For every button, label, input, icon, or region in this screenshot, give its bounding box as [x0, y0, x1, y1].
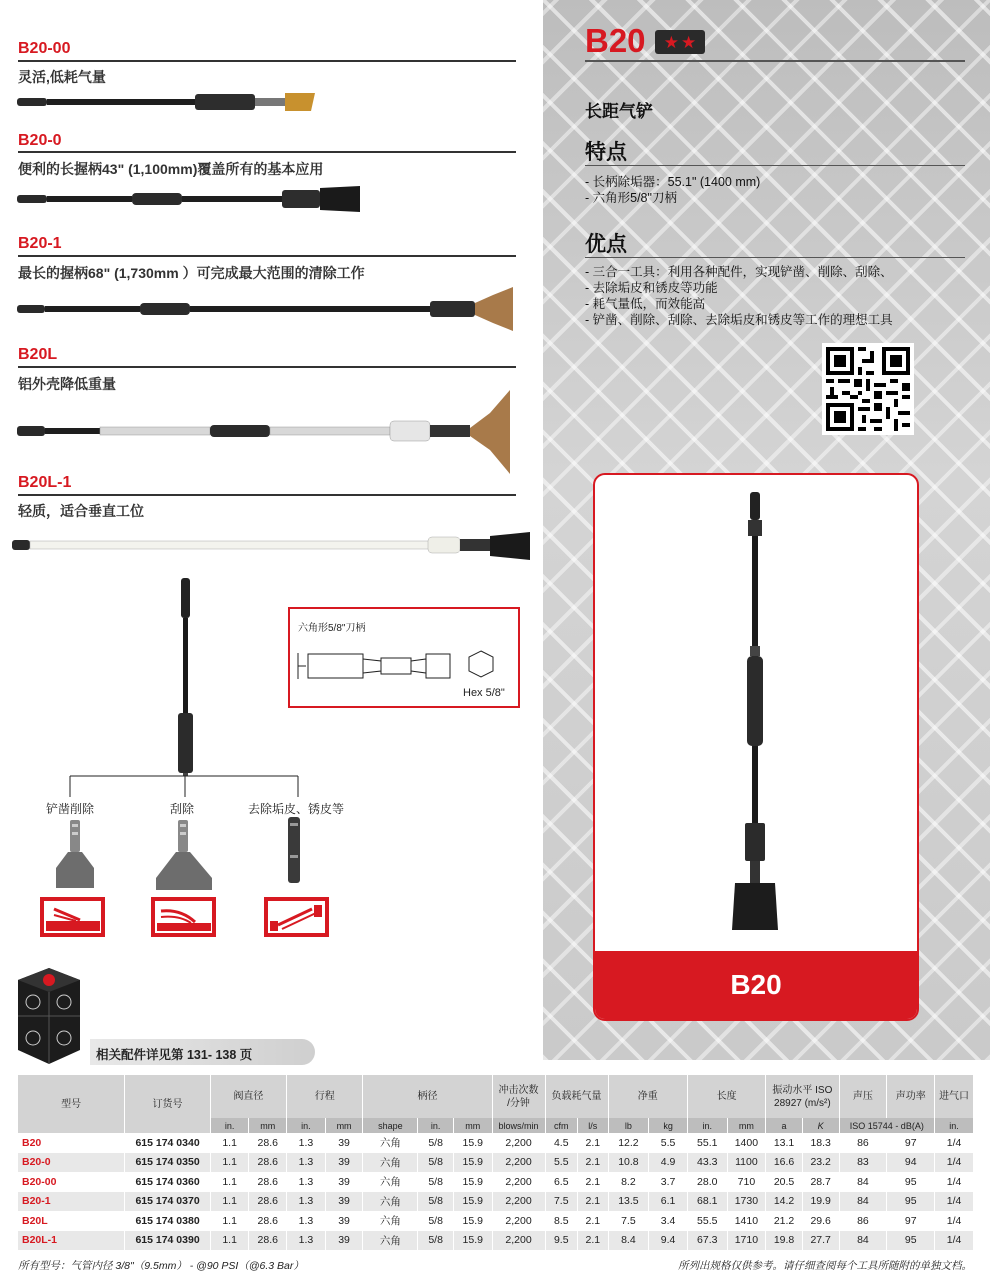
advantage-item: - 去除垢皮和锈皮等功能 [585, 281, 718, 295]
spec-cell: 5/8 [418, 1133, 454, 1153]
col-sound-power: 声功率 [887, 1075, 935, 1118]
unit-cell: cfm [545, 1118, 578, 1133]
table-row [18, 1172, 974, 1192]
spec-cell: 1410 [727, 1211, 766, 1231]
spec-cell: 六角 [363, 1133, 418, 1153]
star-icon: ★ [681, 32, 697, 52]
b20-00-tool-image [15, 88, 325, 116]
star-icon: ★ [663, 32, 679, 52]
spec-cell: 67.3 [687, 1231, 727, 1251]
spec-cell: 39 [325, 1153, 363, 1173]
order-number-cell: 615 174 0360 [125, 1172, 210, 1192]
spec-cell: 8.5 [545, 1211, 578, 1231]
spec-cell: 六角 [363, 1192, 418, 1212]
title-divider [585, 60, 965, 62]
spec-cell: 95 [887, 1172, 935, 1192]
order-number-cell: 615 174 0370 [125, 1192, 210, 1212]
featured-product-card [593, 473, 919, 1021]
spec-cell: 28.0 [687, 1172, 727, 1192]
spec-cell: 2,200 [492, 1133, 545, 1153]
spec-cell: 15.9 [453, 1192, 492, 1212]
advantage-item: - 铲凿、削除、刮除、去除垢皮和锈皮等工作的理想工具 [585, 313, 893, 327]
order-number-cell: 615 174 0390 [125, 1231, 210, 1251]
product-name: B20-0 [18, 132, 62, 149]
descaler-accessory [282, 815, 306, 887]
accessory-label: 去除垢皮、锈皮等 [248, 802, 345, 816]
spec-cell: 2.1 [578, 1172, 609, 1192]
spec-cell: 84 [839, 1172, 887, 1192]
unit-cell: kg [649, 1118, 688, 1133]
spec-cell: 1.3 [287, 1231, 326, 1251]
spec-cell: 43.3 [687, 1153, 727, 1173]
spec-cell: 2,200 [492, 1172, 545, 1192]
col-blows: 冲击次数 /分钟 [492, 1075, 545, 1118]
feature-item: - 六角形5/8"刀柄 [585, 191, 677, 205]
spec-cell: 15.9 [453, 1153, 492, 1173]
spec-cell: 55.1 [687, 1133, 727, 1153]
spec-cell: 2.1 [578, 1211, 609, 1231]
spec-cell: 14.2 [766, 1192, 803, 1212]
col-inlet: 进气口 [935, 1075, 974, 1118]
advantages-heading: 优点 [585, 233, 627, 256]
spec-cell: 7.5 [545, 1192, 578, 1212]
spec-cell: 39 [325, 1172, 363, 1192]
unit-cell: shape [363, 1118, 418, 1133]
spec-cell: 28.6 [249, 1211, 287, 1231]
product-divider [18, 366, 516, 368]
spec-cell: 15.9 [453, 1211, 492, 1231]
unit-cell: in. [935, 1118, 974, 1133]
spec-cell: 1100 [727, 1153, 766, 1173]
unit-cell: in. [418, 1118, 454, 1133]
spec-cell: 1.3 [287, 1153, 326, 1173]
spec-cell: 3.4 [649, 1211, 688, 1231]
features-divider [585, 165, 965, 166]
spec-cell: 15.9 [453, 1133, 492, 1153]
spec-cell: 六角 [363, 1231, 418, 1251]
unit-cell: in. [287, 1118, 326, 1133]
spec-cell: 5.5 [649, 1133, 688, 1153]
unit-cell: a [766, 1118, 803, 1133]
spec-cell: 2.1 [578, 1231, 609, 1251]
spec-cell: 95 [887, 1192, 935, 1212]
table-row [18, 1211, 974, 1231]
accessory-label: 刮除 [170, 802, 195, 816]
spec-cell: 39 [325, 1231, 363, 1251]
spec-cell: 86 [839, 1211, 887, 1231]
spec-cell: 19.8 [766, 1231, 803, 1251]
featured-model-label: B20 [595, 951, 917, 1019]
scraping-action-icon [151, 897, 216, 937]
spec-cell: 97 [887, 1133, 935, 1153]
product-description: 轻质，适合垂直工位 [18, 503, 144, 519]
spec-cell: 28.6 [249, 1172, 287, 1192]
spec-cell: 5/8 [418, 1172, 454, 1192]
advantage-item: - 三合一工具：利用各种配件，实现铲凿、削除、刮除、 [585, 265, 893, 279]
table-header-row [18, 1075, 974, 1118]
spec-cell: 23.2 [802, 1153, 839, 1173]
product-name: B20-00 [18, 40, 71, 57]
product-name: B20L-1 [18, 474, 72, 491]
spec-cell: 15.9 [453, 1172, 492, 1192]
spec-cell: 2.1 [578, 1192, 609, 1212]
spec-cell: 10.8 [608, 1153, 649, 1173]
table-row [18, 1192, 974, 1212]
order-number-cell: 615 174 0350 [125, 1153, 210, 1173]
col-shank: 柄径 [363, 1075, 492, 1118]
spec-cell: 28.6 [249, 1153, 287, 1173]
hex-shank-drawing [296, 645, 516, 689]
spec-cell: 28.6 [249, 1192, 287, 1212]
spec-cell: 21.2 [766, 1211, 803, 1231]
spec-cell: 95 [887, 1231, 935, 1251]
spec-cell: 28.7 [802, 1172, 839, 1192]
spec-cell: 1.1 [210, 1133, 249, 1153]
spec-cell: 8.4 [608, 1231, 649, 1251]
unit-cell: lb [608, 1118, 649, 1133]
spec-cell: 39 [325, 1211, 363, 1231]
hex-shank-title: 六角形5/8"刀柄 [298, 623, 366, 634]
spec-cell: 15.9 [453, 1231, 492, 1251]
order-number-cell: 615 174 0340 [125, 1133, 210, 1153]
accessory-reference: 相关配件详见第 131- 138 页 [90, 1039, 315, 1065]
unit-cell: in. [687, 1118, 727, 1133]
application-cube-icon [16, 966, 82, 1066]
advantage-item: - 耗气量低，而效能高 [585, 297, 706, 311]
spec-cell: 3.7 [649, 1172, 688, 1192]
unit-cell: blows/min [492, 1118, 545, 1133]
scraper-blade-accessory [152, 818, 216, 892]
spec-cell: 13.1 [766, 1133, 803, 1153]
col-length: 长度 [687, 1075, 765, 1118]
product-description: 铝外壳降低重量 [18, 376, 116, 392]
spec-cell: 5/8 [418, 1231, 454, 1251]
spec-cell: 1/4 [935, 1211, 974, 1231]
spec-cell: 94 [887, 1153, 935, 1173]
spec-cell: 1/4 [935, 1172, 974, 1192]
features-heading: 特点 [585, 141, 627, 164]
model-cell: B20-1 [18, 1192, 125, 1212]
spec-cell: 83 [839, 1153, 887, 1173]
spec-cell: 55.5 [687, 1211, 727, 1231]
spec-cell: 1400 [727, 1133, 766, 1153]
spec-cell: 84 [839, 1192, 887, 1212]
model-cell: B20 [18, 1133, 125, 1153]
unit-cell: ISO 15744 - dB(A) [839, 1118, 935, 1133]
spec-cell: 27.7 [802, 1231, 839, 1251]
spec-cell: 18.3 [802, 1133, 839, 1153]
order-number-cell: 615 174 0380 [125, 1211, 210, 1231]
spec-cell: 13.5 [608, 1192, 649, 1212]
spec-cell: 1.1 [210, 1172, 249, 1192]
spec-table-body [18, 1133, 974, 1250]
spec-cell: 1/4 [935, 1153, 974, 1173]
product-description: 便利的长握柄43" (1,100mm)覆盖所有的基本应用 [18, 161, 324, 177]
spec-cell: 六角 [363, 1172, 418, 1192]
product-description: 灵活,低耗气量 [18, 69, 106, 85]
col-order: 订货号 [125, 1075, 210, 1133]
spec-cell: 5/8 [418, 1153, 454, 1173]
product-name: B20-1 [18, 235, 62, 252]
footnote-disclaimer: 所列出规格仅供参考。请仔细查阅每个工具所随附的单独文档。 [678, 1260, 972, 1272]
col-air: 负载耗气量 [545, 1075, 608, 1118]
b20-0-tool-image [15, 182, 365, 216]
product-divider [18, 60, 516, 62]
descaling-action-icon [264, 897, 329, 937]
col-model: 型号 [18, 1075, 125, 1133]
product-description: 最长的握柄68" (1,730mm ）可完成最大范围的清除工作 [18, 265, 365, 281]
spec-cell: 28.6 [249, 1133, 287, 1153]
spec-cell: 1.1 [210, 1231, 249, 1251]
spec-cell: 8.2 [608, 1172, 649, 1192]
spec-cell: 710 [727, 1172, 766, 1192]
unit-cell: mm [249, 1118, 287, 1133]
spec-cell: 2,200 [492, 1231, 545, 1251]
chipping-action-icon [40, 897, 105, 937]
unit-cell: mm [453, 1118, 492, 1133]
spec-cell: 16.6 [766, 1153, 803, 1173]
model-title: B20 [585, 22, 646, 59]
unit-cell: mm [727, 1118, 766, 1133]
product-name: B20L [18, 346, 58, 363]
model-cell: B20L-1 [18, 1231, 125, 1251]
hex-shank-callout [288, 607, 520, 708]
product-subtitle: 长距气铲 [585, 102, 653, 121]
col-stroke: 行程 [287, 1075, 363, 1118]
spec-cell: 1.3 [287, 1172, 326, 1192]
spec-cell: 4.5 [545, 1133, 578, 1153]
spec-cell: 1.3 [287, 1133, 326, 1153]
spec-cell: 1730 [727, 1192, 766, 1212]
spec-cell: 7.5 [608, 1211, 649, 1231]
spec-cell: 5.5 [545, 1153, 578, 1173]
rating-badge [655, 30, 705, 54]
spec-cell: 2,200 [492, 1153, 545, 1173]
spec-cell: 5/8 [418, 1192, 454, 1212]
features-list [585, 174, 760, 206]
spec-cell: 六角 [363, 1153, 418, 1173]
advantages-list [585, 264, 893, 328]
spec-cell: 9.4 [649, 1231, 688, 1251]
b20-1-tool-image [15, 285, 520, 333]
col-sound-pressure: 声压 [839, 1075, 887, 1118]
b20-tool-image [595, 475, 919, 955]
advantages-divider [585, 257, 965, 258]
accessory-label: 铲凿削除 [46, 802, 95, 816]
b20l-1-tool-image [10, 528, 535, 564]
footnote-hose: 所有型号：气管内径 3/8"（9.5mm） - @90 PSI（@6.3 Bar） [18, 1260, 304, 1272]
spec-cell: 39 [325, 1192, 363, 1212]
spec-cell: 4.9 [649, 1153, 688, 1173]
spec-cell: 6.5 [545, 1172, 578, 1192]
chisel-scraper-accessory [50, 818, 110, 890]
spec-cell: 2.1 [578, 1133, 609, 1153]
spec-cell: 28.6 [249, 1231, 287, 1251]
table-row [18, 1231, 974, 1251]
unit-cell: K [802, 1118, 839, 1133]
feature-item: - 长柄除垢器：55.1" (1400 mm) [585, 175, 761, 189]
unit-cell: in. [210, 1118, 249, 1133]
spec-cell: 9.5 [545, 1231, 578, 1251]
spec-cell: 86 [839, 1133, 887, 1153]
col-valve: 阀直径 [210, 1075, 286, 1118]
spec-cell: 2,200 [492, 1192, 545, 1212]
spec-cell: 1.1 [210, 1211, 249, 1231]
spec-cell: 2,200 [492, 1211, 545, 1231]
spec-cell: 1/4 [935, 1192, 974, 1212]
product-divider [18, 255, 516, 257]
product-divider [18, 494, 516, 496]
spec-cell: 84 [839, 1231, 887, 1251]
right-panel [543, 0, 990, 1060]
spec-cell: 1.1 [210, 1192, 249, 1212]
spec-cell: 20.5 [766, 1172, 803, 1192]
table-row [18, 1153, 974, 1173]
table-row [18, 1133, 974, 1153]
spec-cell: 1/4 [935, 1133, 974, 1153]
spec-cell: 5/8 [418, 1211, 454, 1231]
hex-size-label: Hex 5/8" [463, 687, 505, 699]
model-cell: B20L [18, 1211, 125, 1231]
spec-cell: 29.6 [802, 1211, 839, 1231]
spec-cell: 1.3 [287, 1192, 326, 1212]
b20l-tool-image [15, 388, 520, 476]
col-vibration: 振动水平 ISO 28927 (m/s²) [766, 1075, 839, 1118]
model-cell: B20-0 [18, 1153, 125, 1173]
model-cell: B20-00 [18, 1172, 125, 1192]
qr-code-icon [822, 343, 914, 435]
spec-cell: 2.1 [578, 1153, 609, 1173]
spec-cell: 68.1 [687, 1192, 727, 1212]
spec-cell: 六角 [363, 1211, 418, 1231]
spec-cell: 19.9 [802, 1192, 839, 1212]
spec-cell: 97 [887, 1211, 935, 1231]
col-weight: 净重 [608, 1075, 687, 1118]
spec-cell: 1/4 [935, 1231, 974, 1251]
spec-cell: 39 [325, 1133, 363, 1153]
unit-cell: l/s [578, 1118, 609, 1133]
unit-cell: mm [325, 1118, 363, 1133]
product-divider [18, 151, 516, 153]
spec-cell: 1.3 [287, 1211, 326, 1231]
spec-cell: 12.2 [608, 1133, 649, 1153]
spec-cell: 1.1 [210, 1153, 249, 1173]
spec-table [18, 1075, 974, 1250]
spec-cell: 6.1 [649, 1192, 688, 1212]
spec-cell: 1710 [727, 1231, 766, 1251]
